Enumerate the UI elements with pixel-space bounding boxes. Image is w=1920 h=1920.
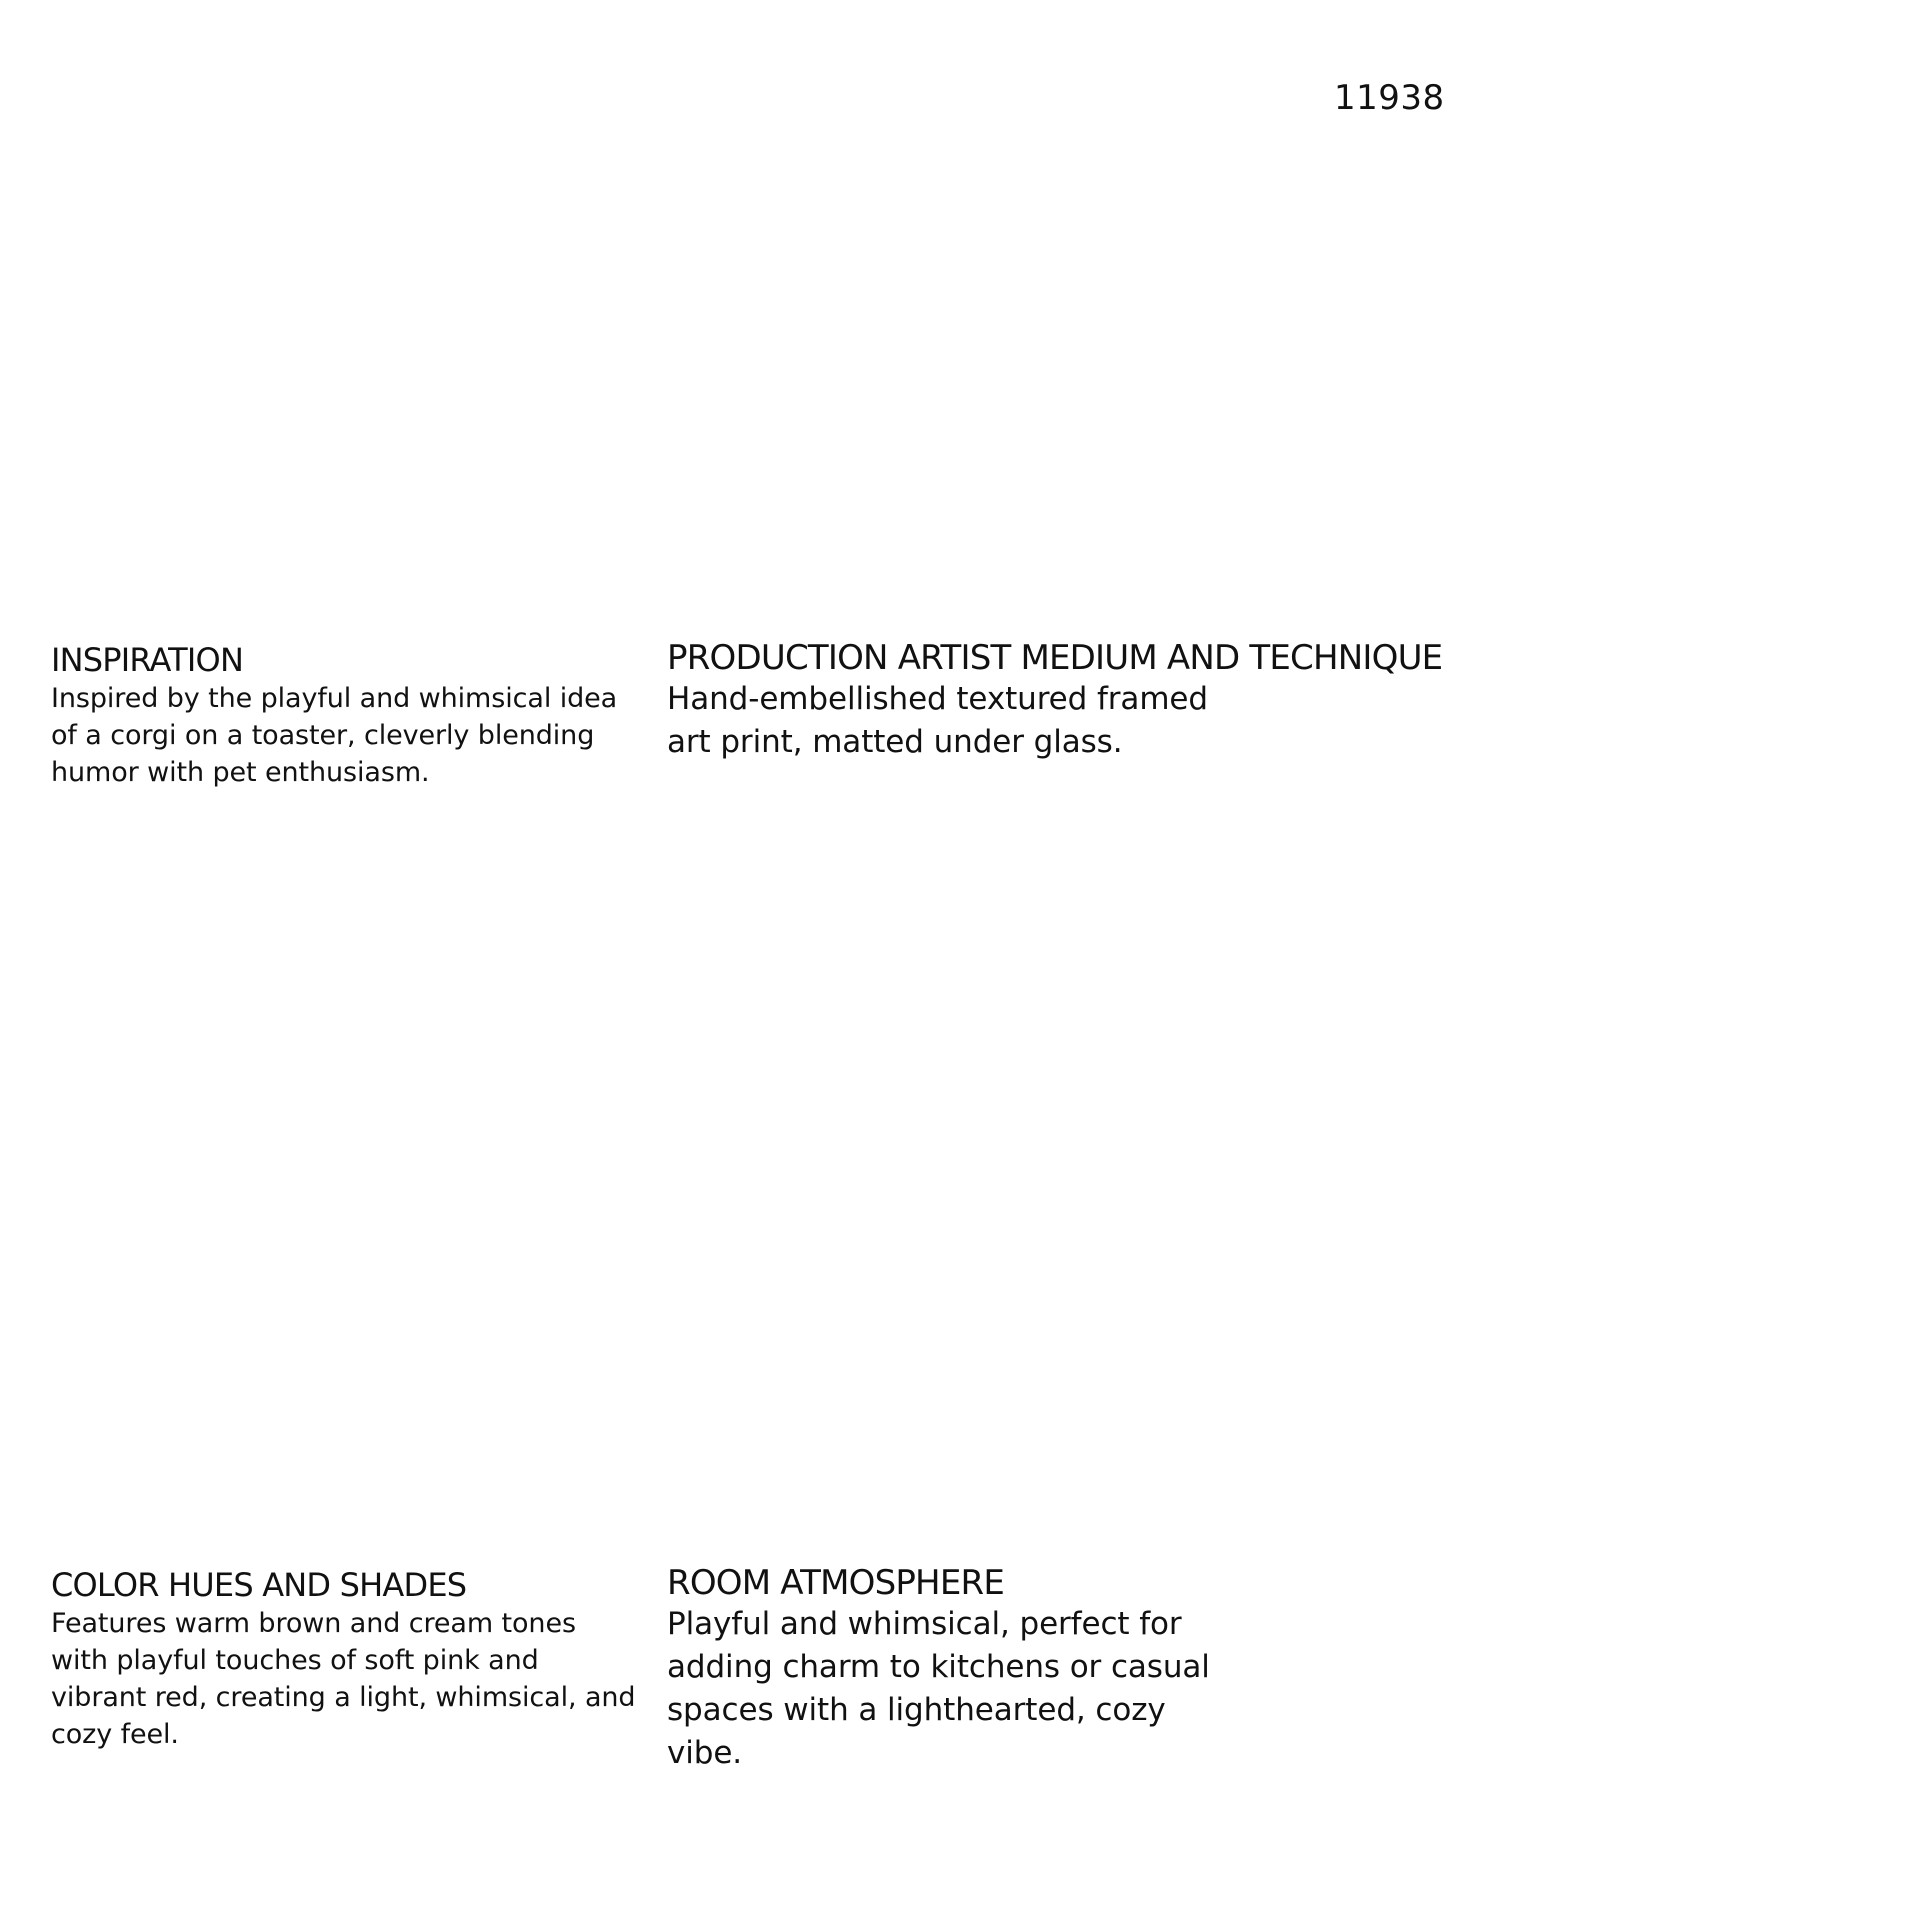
inspiration-heading: INSPIRATION — [51, 641, 244, 679]
inspiration-text: Inspired by the playful and whimsical idea of a corgi on a toaster, cleverly blending humor with pet enthusiasm. — [51, 683, 618, 788]
product-number: 11938 — [1334, 78, 1445, 118]
color-hues-heading: COLOR HUES AND SHADES — [51, 1566, 467, 1604]
room-atmosphere-text: Playful and whimsical, perfect for adding charm to kitchens or casual spaces with a lighthearted, cozy vibe. — [667, 1606, 1210, 1771]
room-atmosphere-heading: ROOM ATMOSPHERE — [667, 1563, 1005, 1603]
room-atmosphere-section — [667, 1563, 1287, 1775]
medium-technique-heading: PRODUCTION ARTIST MEDIUM AND TECHNIQUE — [667, 638, 1443, 678]
color-hues-text: Features warm brown and cream tones with playful touches of soft pink and vibrant red, creating a light, whimsical, and cozy feel. — [51, 1608, 636, 1750]
inspiration-section — [51, 640, 641, 791]
medium-technique-text: Hand-embellished textured framed art print, matted under glass. — [667, 681, 1208, 760]
medium-technique-section — [667, 638, 1443, 764]
color-hues-section — [51, 1565, 641, 1753]
